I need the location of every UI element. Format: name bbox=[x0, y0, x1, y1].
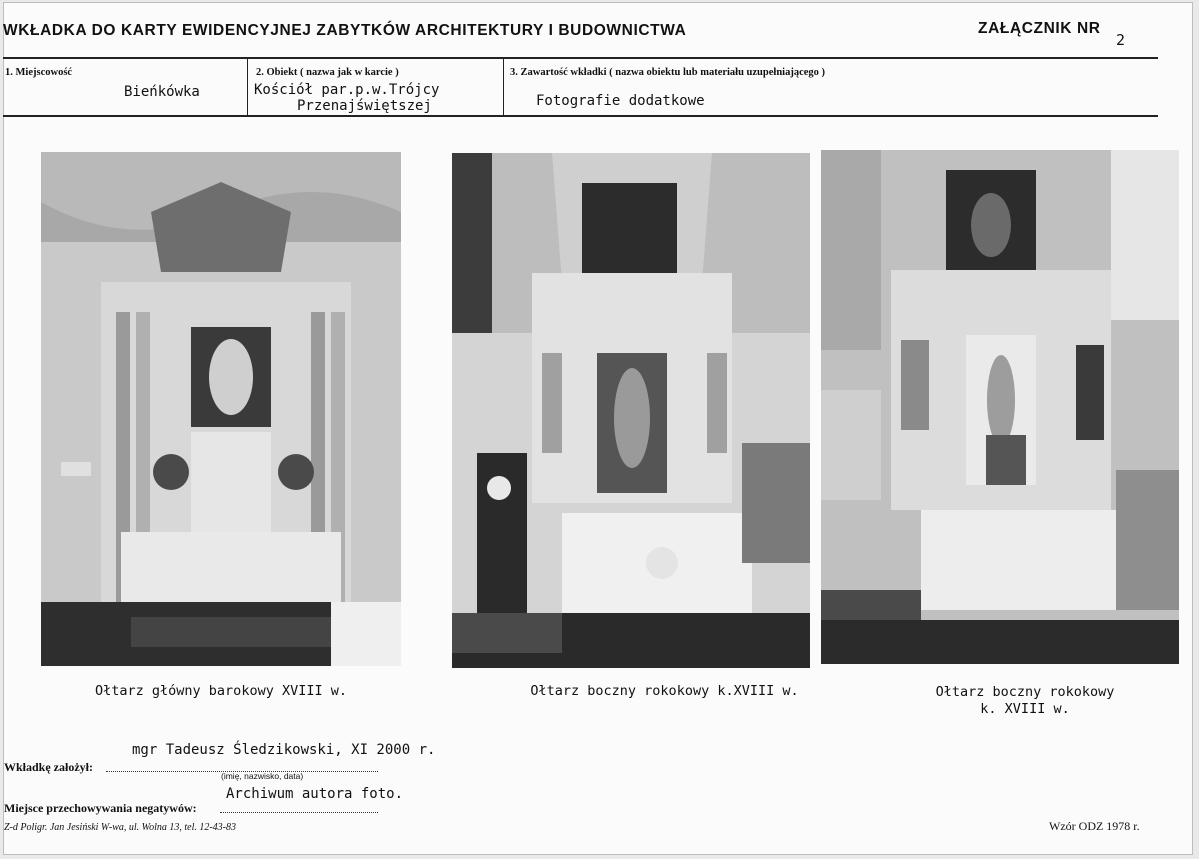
author-label: Wkładkę założył: bbox=[4, 760, 93, 774]
printer-info: Z-d Poligr. Jan Jesiński W-wa, ul. Wolna 13, tel. 12-43-83 bbox=[4, 822, 237, 833]
header-top-rule bbox=[3, 57, 1158, 59]
storage-value: Archiwum autora foto. bbox=[226, 786, 404, 802]
photo-caption-3-line2: k. XVIII w. bbox=[980, 701, 1070, 717]
object-value-line2: Przenajświętszej bbox=[297, 98, 432, 114]
author-hint: (imię, nazwisko, data) bbox=[221, 771, 304, 781]
storage-label: Miejsce przechowywania negatywów: bbox=[4, 801, 197, 815]
storage-dotted-line bbox=[220, 811, 378, 813]
header-bottom-rule bbox=[3, 115, 1158, 117]
field-divider bbox=[247, 58, 248, 115]
photo-caption-1: Ołtarz główny barokowy XVIII w. bbox=[95, 683, 347, 699]
content-label: 3. Zawartość wkładki ( nazwa obiektu lub materiału uzupełniającego ) bbox=[510, 67, 826, 78]
photo-side-altar-1 bbox=[452, 153, 810, 668]
locality-value: Bieńkówka bbox=[124, 84, 200, 100]
attachment-label: ZAŁĄCZNIK NR bbox=[978, 20, 1101, 37]
document-title: WKŁADKA DO KARTY EWIDENCYJNEJ ZABYTKÓW ARCHITEKTURY I BUDOWNICTWA bbox=[3, 22, 687, 39]
pattern-mark: Wzór ODZ 1978 r. bbox=[1049, 819, 1140, 833]
author-value: mgr Tadeusz Śledzikowski, XI 2000 r. bbox=[132, 742, 436, 758]
object-label: 2. Obiekt ( nazwa jak w karcie ) bbox=[256, 67, 399, 78]
photo-caption-3-line1: Ołtarz boczny rokokowy bbox=[935, 684, 1115, 700]
photo-main-altar bbox=[41, 152, 401, 666]
field-divider bbox=[503, 58, 504, 115]
locality-label: 1. Miejscowość bbox=[5, 67, 73, 78]
attachment-number: 2 bbox=[1116, 31, 1126, 49]
content-value: Fotografie dodatkowe bbox=[536, 93, 705, 109]
object-value-line1: Kościół par.p.w.Trójcy bbox=[254, 82, 440, 98]
photo-caption-2: Ołtarz boczny rokokowy k.XVIII w. bbox=[530, 683, 799, 699]
photo-side-altar-2 bbox=[821, 150, 1179, 664]
